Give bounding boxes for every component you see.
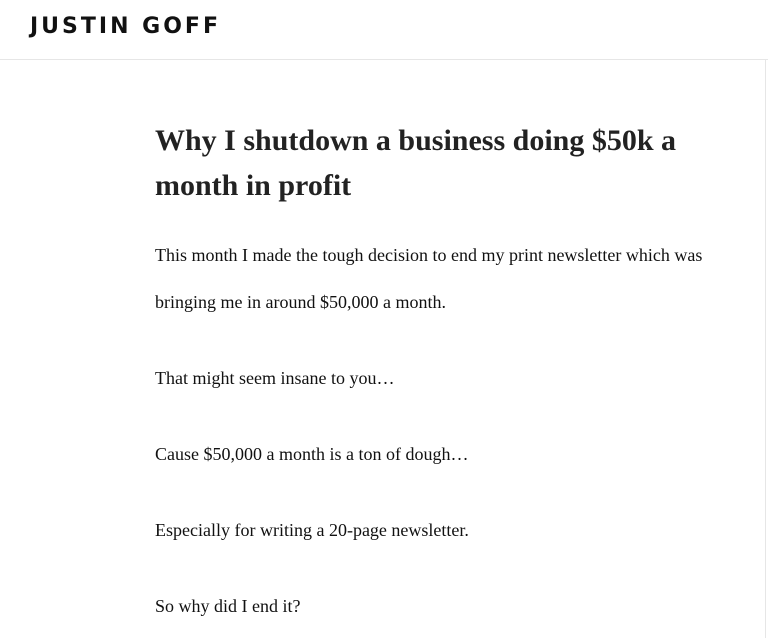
paragraph-5: So why did I end it? <box>155 596 301 616</box>
site-header <box>0 0 768 60</box>
paragraph-4: Especially for writing a 20-page newsletter. <box>155 520 469 540</box>
site-logo[interactable]: JUSTIN GOFF <box>30 14 221 39</box>
scrollbar-track[interactable] <box>765 60 766 638</box>
post-body <box>155 232 725 630</box>
article <box>155 118 725 638</box>
paragraph-2: That might seem insane to you… <box>155 368 395 388</box>
paragraph-3: Cause $50,000 a month is a ton of dough… <box>155 444 469 464</box>
post-title: Why I shutdown a business doing $50k a month in profit <box>155 124 677 202</box>
paragraph-1: This month I made the tough decision to end my print newsletter which was bringing me in around $50,000 a month. <box>155 245 703 312</box>
